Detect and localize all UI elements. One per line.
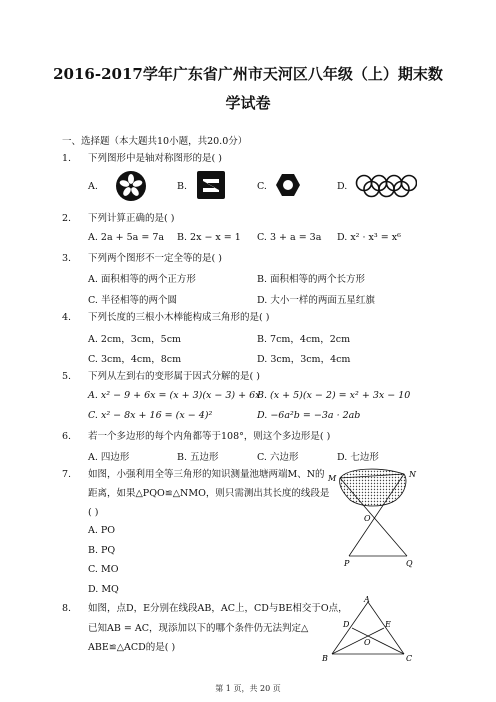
question-7-number: 7. (62, 469, 72, 480)
fig8-label-b: B (322, 654, 328, 663)
question-6-stem: 若一个多边形的每个内角都等于108°，则这个多边形是( ) (88, 431, 331, 442)
question-7-stem-line3: ( ) (88, 507, 99, 518)
q7-option-d: D. MQ (88, 584, 119, 595)
question-8-stem-line3: ABE≌△ACD的是( ) (88, 642, 176, 653)
q4-option-d: D. 3cm，3cm，4cm (257, 354, 351, 365)
q1-option-c-label: C. (257, 181, 267, 192)
q5-option-a: A. x² − 9 + 6x = (x + 3)(x − 3) + 6x (88, 390, 261, 401)
q3-option-d: D. 大小一样的两面五星红旗 (257, 295, 375, 306)
page-footer: 第 1 页，共 20 页 (215, 684, 281, 693)
fig7-label-n: N (409, 470, 416, 479)
q5-option-b: B. (x + 5)(x − 2) = x² + 3x − 10 (257, 390, 411, 401)
q3-option-a: A. 面积相等的两个正方形 (88, 274, 196, 285)
fig8-label-a: A (364, 595, 370, 604)
question-7-stem-line2: 距离，如果△PQO≌△NMO，则只需测出其长度的线段是 (88, 488, 330, 499)
fig8-label-e: E (385, 620, 391, 629)
q6-option-c: C. 六边形 (257, 452, 299, 463)
fig8-label-d: D (343, 620, 350, 629)
q3-option-b: B. 面积相等的两个长方形 (257, 274, 366, 285)
question-7-stem-line1: 如图，小强利用全等三角形的知识测量池塘两端M、N的 (88, 469, 325, 480)
q8-triangle-figure (318, 594, 418, 666)
q3-option-c: C. 半径相等的两个圆 (88, 295, 177, 306)
fig7-label-o: O (364, 514, 371, 523)
q2-option-a: A. 2a + 5a = 7a (88, 232, 165, 243)
document-title-continued: 学试卷 (225, 94, 271, 112)
question-8-stem-line1: 如图，点D，E分别在线段AB，AC上，CD与BE相交于O点， (88, 603, 348, 614)
question-3-number: 3. (62, 253, 72, 264)
q2-option-d: D. x² · x³ = x⁶ (337, 232, 401, 243)
q2-option-b: B. 2x − x = 1 (177, 232, 241, 243)
document-page: 2016-2017学年广东省广州市天河区八年级（上）期末数 学试卷 一、选择题（本大题共10小题，共20.0分） 1. 下列图形中是轴对称图形的是( ) A. B. C. D. 2. 下列计算正确的是( ) A. 2a + 5a = 7a B. 2x − x = 1 C. 3 + a = 3a D. x² · x³ = x⁶ 3. 下列两个图形不一定全等的是( ) A. 面积相等的两个正方形 B. 面积相等的两个长方形 C. 半径相等的两个圆 D. 大小一样的两面五星红旗 4. 下列长度的三根小木棒能构成三角形的是( ) A. 2cm，3cm，5cm B. 7cm，4cm，2cm C. 3cm，4cm，8cm D. 3cm，3cm，4cm 5. 下列从左到右的变形属于因式分解的是( ) A. x² − 9 + 6x = (x + 3)(x − 3) + 6x B. (x + 5)(x − 2) = x² + 3x − 10 C. x² − 8x + 16 = (x − 4)² D. −6a²b = −3a · 2ab 6. 若一个多边形的每个内角都等于108°，则这个多边形是( ) A. 四边形 B. 五边形 C. 六边形 D. 七边形 7. 如图，小强利用全等三角形的知识测量池塘两端M、N的 距离，如果△PQO≌△NMO，则只需测出其长度的线段是 ( ) A. PO B. PQ C. MO D. MQ M N O P Q 8. 如图，点D，E分别在线段AB，AC上，CD与BE相交于O点， 已知AB = AC，现添加以下的哪个条件仍无法判定△ ABE≌△ACD的是( ) A B C D E O 第 1 页，共 20 页 (0, 0, 496, 702)
q1-option-c-hexagon-icon (275, 173, 301, 197)
q4-option-c: C. 3cm，4cm，8cm (88, 354, 182, 365)
fig8-label-c: C (406, 654, 413, 663)
q7-option-c: C. MO (88, 564, 119, 575)
q1-option-a-flower-icon (115, 170, 147, 202)
section-heading: 一、选择题（本大题共10小题，共20.0分） (62, 136, 248, 147)
q7-pond-figure (322, 464, 424, 574)
question-1-stem: 下列图形中是轴对称图形的是( ) (88, 153, 222, 164)
question-4-number: 4. (62, 312, 72, 323)
question-2-stem: 下列计算正确的是( ) (88, 213, 175, 224)
q7-option-a: A. PO (88, 525, 116, 536)
q1-option-b-logo-icon (196, 170, 226, 200)
fig7-label-q: Q (406, 559, 413, 568)
question-2-number: 2. (62, 213, 72, 224)
q4-option-b: B. 7cm，4cm，2cm (257, 334, 351, 345)
question-5-stem: 下列从左到右的变形属于因式分解的是( ) (88, 371, 260, 382)
q6-option-b: B. 五边形 (177, 452, 219, 463)
q1-option-b-label: B. (177, 181, 188, 192)
fig7-label-m: M (328, 474, 337, 483)
q4-option-a: A. 2cm，3cm，5cm (88, 334, 182, 345)
q2-option-c: C. 3 + a = 3a (257, 232, 322, 243)
q1-option-d-rings-icon (355, 174, 417, 198)
q7-option-b: B. PQ (88, 545, 116, 556)
question-8-stem-line2: 已知AB = AC，现添加以下的哪个条件仍无法判定△ (88, 623, 309, 634)
q6-option-d: D. 七边形 (337, 452, 379, 463)
question-8-number: 8. (62, 603, 72, 614)
question-4-stem: 下列长度的三根小木棒能构成三角形的是( ) (88, 312, 270, 323)
q1-option-a-label: A. (88, 181, 98, 192)
question-3-stem: 下列两个图形不一定全等的是( ) (88, 253, 222, 264)
question-6-number: 6. (62, 431, 72, 442)
q1-option-d-label: D. (337, 181, 348, 192)
fig7-label-p: P (344, 559, 350, 568)
q6-option-a: A. 四边形 (88, 452, 130, 463)
fig8-label-o: O (364, 638, 371, 647)
q5-option-c: C. x² − 8x + 16 = (x − 4)² (88, 410, 213, 421)
q5-option-d: D. −6a²b = −3a · 2ab (257, 410, 361, 421)
document-title: 2016-2017学年广东省广州市天河区八年级（上）期末数 (53, 65, 443, 83)
question-5-number: 5. (62, 371, 72, 382)
